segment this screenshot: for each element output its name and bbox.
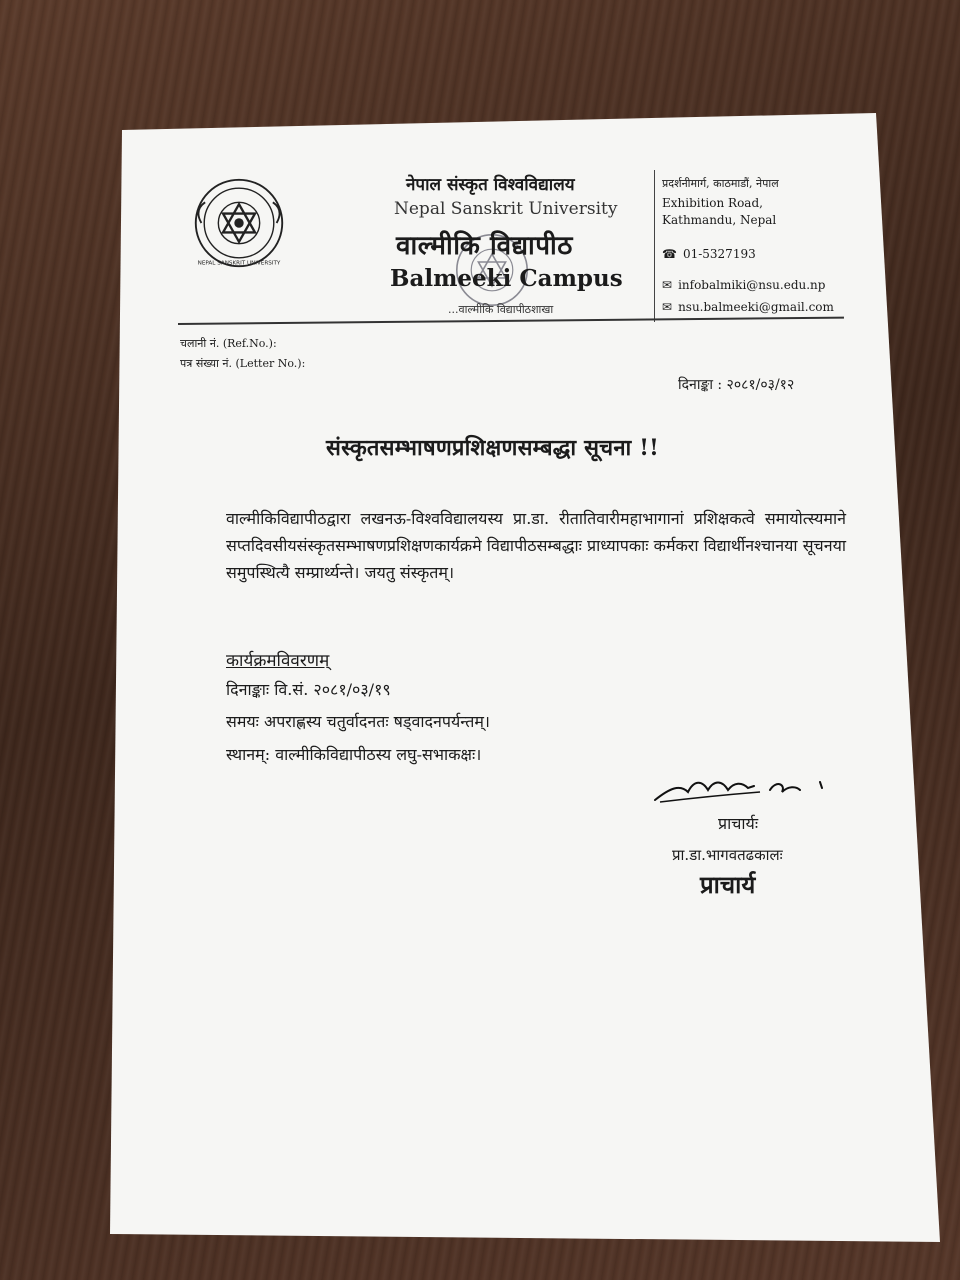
seal-caption: NEPAL SANSKRIT UNIVERSITY (197, 260, 281, 267)
address-en-line1: Exhibition Road, (662, 196, 763, 210)
ref-number: चलानी नं. (Ref.No.): (180, 337, 277, 350)
program-date: दिनाङ्काः वि.सं. २०८१/०३/१९ (226, 680, 391, 699)
university-name-en: Nepal Sanskrit University (394, 199, 618, 219)
campus-name-np: वाल्मीकि विद्यापीठ (396, 231, 573, 261)
program-place: स्थानम्: वाल्मीकिविद्यापीठस्य लघु-सभाकक्षः। (226, 745, 482, 764)
telephone-icon: ☎ (662, 247, 677, 261)
address-en-line2: Kathmandu, Nepal (662, 213, 777, 227)
email-2: nsu.balmeeki@gmail.com (678, 300, 834, 314)
notice-title: संस्कृतसम्भाषणप्रशिक्षणसम्बद्धा सूचना !! (326, 435, 660, 461)
branch-name: ...वाल्मीकि विद्यापीठशाखा (448, 303, 554, 316)
university-seal-logo (192, 176, 286, 270)
principal-name: प्रा.डा.भागवतढकालः (672, 846, 783, 864)
address-np: प्रदर्शनीमार्ग, काठमाडौं, नेपाल (662, 177, 779, 190)
email-line-1 (662, 278, 825, 292)
letter-date: दिनाङ्का : २०८१/०३/१२ (678, 377, 795, 393)
email-1: infobalmiki@nsu.edu.np (678, 278, 826, 292)
program-time: समयः अपराह्णस्य चतुर्वादनतः षड्वादनपर्यन्तम्। (226, 712, 490, 731)
principal-stamp: प्राचार्य (700, 870, 756, 899)
envelope-icon: ✉ (662, 300, 673, 314)
principal-role: प्राचार्यः (718, 814, 759, 833)
handwritten-signature (650, 770, 840, 810)
header-divider-vertical (654, 170, 655, 322)
campus-name-en: Balmeeki Campus (390, 265, 623, 292)
phone-number: 01-5327193 (682, 247, 756, 261)
program-details-heading: कार्यक्रमविवरणम् (226, 651, 330, 671)
university-name-np: नेपाल संस्कृत विश्वविद्यालय (406, 175, 575, 195)
phone-line (662, 247, 756, 261)
notice-body: वाल्मीकिविद्यापीठद्वारा लखनऊ-विश्वविद्यालयस्य प्रा.डा. रीतातिवारीमहाभागानां प्रशिक्षकत्वे समायोत्स्यमाने सप्तदिवसीयसंस्कृतसम्भाषणप्रशिक्षणकार्यक्रमे विद्यापीठसम्बद्धाः प्राध्यापकाः कर्मकरा विद्यार्थीनश्चानया सूचनया समुपस्थित्यै सम्प्रार्थ्यन्ते। जयतु संस्कृतम्। (226, 509, 846, 582)
email-line-2 (662, 300, 834, 314)
letter-number: पत्र संख्या नं. (Letter No.): (180, 357, 306, 370)
envelope-icon: ✉ (662, 278, 673, 292)
